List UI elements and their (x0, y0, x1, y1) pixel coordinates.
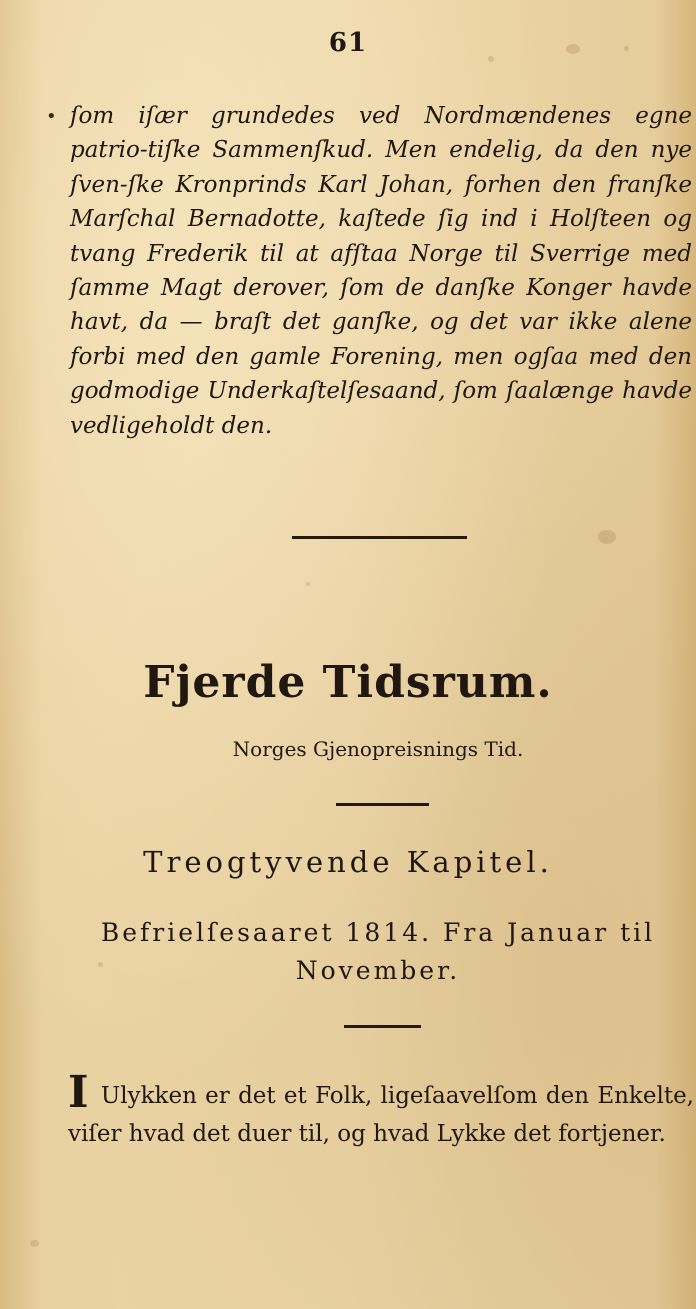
paper-stain (30, 1240, 39, 1247)
margin-dot: • (46, 106, 57, 127)
page-number: 61 (328, 28, 368, 58)
chapter-title: Treogtyvende Kapitel. (143, 845, 553, 879)
opening-text: Ulykken er det et Folk, ligeſaavelſom den Enkelte, viſer hvad det duer til, og hvad Lykke det fortjener. (68, 1083, 694, 1147)
drop-initial: I (68, 1067, 89, 1118)
title-divider (336, 803, 429, 806)
section-title: Fjerde Tidsrum. (143, 657, 553, 708)
section-subtitle: Norges Gjenopreisnings Tid. (232, 737, 524, 761)
paper-stain (598, 530, 616, 544)
chapter-subtitle: Befrielſesaaret 1814. Fra Januar til November. (100, 918, 656, 985)
paper-stain (306, 582, 310, 586)
section-divider (292, 536, 467, 539)
chapter-divider (344, 1025, 421, 1028)
opening-paragraph (68, 1067, 694, 1153)
body-paragraph: ſom iſær grundedes ved Nordmændenes egne patrio-tiſke Sammenſkud. Men endelig, da den nye ſven-ſke Kronprinds Karl Johan, forhen den franſke Marſchal Bernadotte, kaſtede ſig ind i Holſteen og tvang Frederik til at afſtaa Norge til Sverrige med ſamme Magt derover, ſom de danſke Konger havde havt, da — braſt det ganſke, og det var ikke alene forbi med den gamle Forening, men ogſaa med den godmodige Underkaſtelſesaand, ſom ſaalænge havde vedligeholdt den. (70, 103, 692, 439)
